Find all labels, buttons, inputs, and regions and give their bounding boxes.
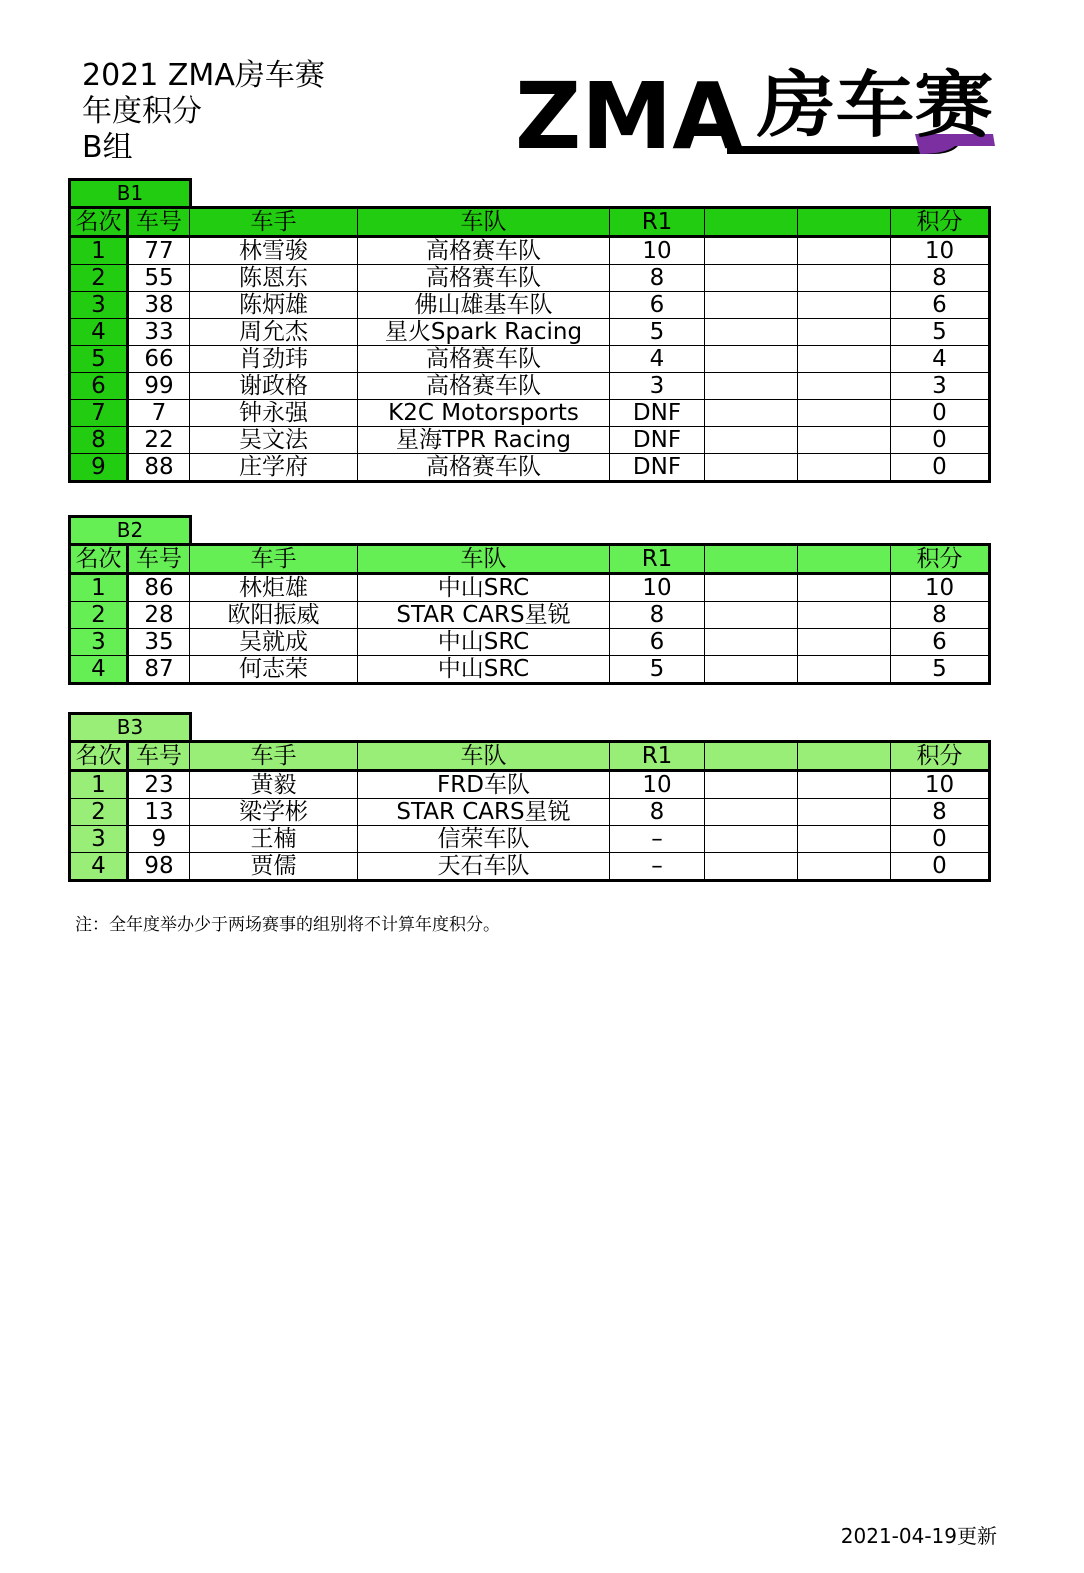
cell-car-number: 98 (128, 853, 190, 881)
cell-team: 高格赛车队 (358, 454, 610, 482)
cell-team: 高格赛车队 (358, 373, 610, 400)
logo-latin: ZMA (515, 63, 743, 160)
title-line-1: 2021 ZMA房车赛 (82, 58, 325, 93)
cell-blank (705, 771, 798, 799)
col-car-number: 车号 (128, 545, 190, 574)
cell-car-number: 33 (128, 319, 190, 346)
col-car-number: 车号 (128, 208, 190, 237)
cell-team: 高格赛车队 (358, 346, 610, 373)
table-row (70, 574, 990, 602)
footnote: 注：全年度举办少于两场赛事的组别将不计算年度积分。 (75, 915, 500, 935)
cell-car-number: 99 (128, 373, 190, 400)
col-rank: 名次 (70, 742, 128, 771)
cell-points: 5 (891, 319, 990, 346)
col-team: 车队 (358, 208, 610, 237)
cell-car-number: 23 (128, 771, 190, 799)
cell-blank (705, 826, 798, 853)
standings-table-b2 (68, 543, 991, 685)
cell-driver: 吴文法 (190, 427, 358, 454)
cell-blank (798, 319, 891, 346)
cell-driver: 林炬雄 (190, 574, 358, 602)
table-row (70, 853, 990, 881)
cell-car-number: 7 (128, 400, 190, 427)
cell-driver: 庄学府 (190, 454, 358, 482)
cell-r1: – (610, 826, 705, 853)
cell-rank: 8 (70, 427, 128, 454)
col-rank: 名次 (70, 545, 128, 574)
cell-blank (798, 574, 891, 602)
table-row (70, 265, 990, 292)
cell-driver: 周允杰 (190, 319, 358, 346)
cell-rank: 6 (70, 373, 128, 400)
table-row (70, 292, 990, 319)
cell-team: 高格赛车队 (358, 265, 610, 292)
col-car-number: 车号 (128, 742, 190, 771)
cell-blank (705, 373, 798, 400)
cell-points: 10 (891, 771, 990, 799)
cell-rank: 4 (70, 853, 128, 881)
cell-r1: 10 (610, 574, 705, 602)
cell-car-number: 22 (128, 427, 190, 454)
col-blank-2 (798, 545, 891, 574)
cell-team: FRD车队 (358, 771, 610, 799)
cell-r1: 3 (610, 373, 705, 400)
cell-driver: 王楠 (190, 826, 358, 853)
table-row (70, 427, 990, 454)
zma-logo-graphic (515, 62, 1000, 160)
cell-team: 天石车队 (358, 853, 610, 881)
col-blank-2 (798, 208, 891, 237)
cell-points: 10 (891, 574, 990, 602)
cell-car-number: 38 (128, 292, 190, 319)
cell-blank (705, 629, 798, 656)
cell-blank (705, 853, 798, 881)
cell-blank (705, 427, 798, 454)
cell-blank (798, 237, 891, 265)
cell-rank: 2 (70, 265, 128, 292)
col-r1: R1 (610, 545, 705, 574)
cell-points: 0 (891, 427, 990, 454)
cell-car-number: 88 (128, 454, 190, 482)
cell-rank: 1 (70, 237, 128, 265)
cell-blank (798, 602, 891, 629)
cell-blank (705, 454, 798, 482)
cell-car-number: 77 (128, 237, 190, 265)
cell-blank (705, 602, 798, 629)
cell-points: 8 (891, 265, 990, 292)
table-row (70, 656, 990, 684)
cell-team: 星火Spark Racing (358, 319, 610, 346)
cell-driver: 林雪骏 (190, 237, 358, 265)
cell-blank (798, 771, 891, 799)
cell-blank (798, 400, 891, 427)
col-driver: 车手 (190, 742, 358, 771)
cell-team: K2C Motorsports (358, 400, 610, 427)
cell-driver: 贾儒 (190, 853, 358, 881)
col-blank-1 (705, 545, 798, 574)
cell-blank (798, 656, 891, 684)
cell-car-number: 13 (128, 799, 190, 826)
table-row (70, 602, 990, 629)
table-header-row (70, 545, 990, 574)
cell-blank (798, 346, 891, 373)
cell-points: 0 (891, 853, 990, 881)
table-row (70, 346, 990, 373)
cell-blank (705, 574, 798, 602)
cell-car-number: 66 (128, 346, 190, 373)
cell-rank: 4 (70, 656, 128, 684)
cell-blank (798, 853, 891, 881)
cell-blank (798, 799, 891, 826)
cell-r1: DNF (610, 400, 705, 427)
col-rank: 名次 (70, 208, 128, 237)
cell-team: 星海TPR Racing (358, 427, 610, 454)
group-tab-b3: B3 (68, 712, 192, 740)
cell-car-number: 86 (128, 574, 190, 602)
cell-points: 6 (891, 629, 990, 656)
cell-blank (705, 346, 798, 373)
col-points: 积分 (891, 545, 990, 574)
cell-r1: 10 (610, 771, 705, 799)
cell-driver: 钟永强 (190, 400, 358, 427)
cell-blank (798, 265, 891, 292)
cell-points: 6 (891, 292, 990, 319)
cell-rank: 4 (70, 319, 128, 346)
cell-r1: 4 (610, 346, 705, 373)
cell-blank (705, 799, 798, 826)
cell-rank: 1 (70, 771, 128, 799)
cell-blank (798, 427, 891, 454)
cell-driver: 陈恩东 (190, 265, 358, 292)
cell-rank: 2 (70, 602, 128, 629)
cell-rank: 9 (70, 454, 128, 482)
cell-rank: 2 (70, 799, 128, 826)
cell-points: 0 (891, 454, 990, 482)
cell-rank: 3 (70, 292, 128, 319)
cell-r1: 6 (610, 292, 705, 319)
cell-driver: 梁学彬 (190, 799, 358, 826)
cell-rank: 3 (70, 629, 128, 656)
cell-driver: 肖劲玮 (190, 346, 358, 373)
cell-r1: – (610, 853, 705, 881)
zma-logo (515, 62, 1000, 160)
cell-driver: 何志荣 (190, 656, 358, 684)
cell-r1: 8 (610, 799, 705, 826)
cell-r1: 8 (610, 265, 705, 292)
cell-points: 3 (891, 373, 990, 400)
cell-blank (798, 454, 891, 482)
cell-blank (798, 373, 891, 400)
cell-team: 中山SRC (358, 574, 610, 602)
cell-rank: 3 (70, 826, 128, 853)
cell-driver: 欧阳振威 (190, 602, 358, 629)
table-row (70, 454, 990, 482)
updated-date: 2021-04-19更新 (840, 1524, 997, 1548)
cell-blank (705, 400, 798, 427)
group-b1 (68, 178, 988, 483)
col-points: 积分 (891, 208, 990, 237)
cell-blank (798, 629, 891, 656)
col-r1: R1 (610, 208, 705, 237)
cell-car-number: 35 (128, 629, 190, 656)
cell-blank (705, 292, 798, 319)
cell-car-number: 28 (128, 602, 190, 629)
cell-driver: 陈炳雄 (190, 292, 358, 319)
cell-driver: 谢政格 (190, 373, 358, 400)
cell-blank (798, 826, 891, 853)
cell-team: STAR CARS星锐 (358, 799, 610, 826)
standings-table-b3 (68, 740, 991, 882)
table-row (70, 629, 990, 656)
cell-r1: DNF (610, 454, 705, 482)
title-line-3: B组 (82, 130, 133, 165)
cell-points: 4 (891, 346, 990, 373)
cell-car-number: 55 (128, 265, 190, 292)
table-row (70, 400, 990, 427)
cell-blank (705, 237, 798, 265)
col-r1: R1 (610, 742, 705, 771)
cell-rank: 1 (70, 574, 128, 602)
table-row (70, 373, 990, 400)
cell-r1: 5 (610, 319, 705, 346)
page-title (82, 58, 325, 166)
col-points: 积分 (891, 742, 990, 771)
logo-cjk: 房车赛 (755, 63, 993, 147)
cell-team: 中山SRC (358, 629, 610, 656)
cell-points: 10 (891, 237, 990, 265)
cell-team: 信荣车队 (358, 826, 610, 853)
cell-team: 佛山雄基车队 (358, 292, 610, 319)
cell-blank (705, 656, 798, 684)
cell-car-number: 87 (128, 656, 190, 684)
cell-r1: 8 (610, 602, 705, 629)
cell-team: 中山SRC (358, 656, 610, 684)
table-header-row (70, 208, 990, 237)
cell-r1: 6 (610, 629, 705, 656)
col-team: 车队 (358, 545, 610, 574)
group-tab-b1: B1 (68, 178, 192, 206)
cell-points: 0 (891, 400, 990, 427)
group-tab-b2: B2 (68, 515, 192, 543)
cell-r1: DNF (610, 427, 705, 454)
col-blank-2 (798, 742, 891, 771)
cell-r1: 5 (610, 656, 705, 684)
standings-table-b1 (68, 206, 991, 483)
col-blank-1 (705, 742, 798, 771)
cell-blank (705, 265, 798, 292)
cell-driver: 吴就成 (190, 629, 358, 656)
cell-blank (705, 319, 798, 346)
col-driver: 车手 (190, 545, 358, 574)
table-header-row (70, 742, 990, 771)
group-b3 (68, 712, 988, 882)
cell-points: 5 (891, 656, 990, 684)
cell-team: STAR CARS星锐 (358, 602, 610, 629)
table-row (70, 826, 990, 853)
group-b2 (68, 515, 988, 685)
cell-car-number: 9 (128, 826, 190, 853)
cell-points: 0 (891, 826, 990, 853)
cell-points: 8 (891, 602, 990, 629)
table-row (70, 237, 990, 265)
col-blank-1 (705, 208, 798, 237)
cell-driver: 黄毅 (190, 771, 358, 799)
cell-rank: 5 (70, 346, 128, 373)
cell-r1: 10 (610, 237, 705, 265)
cell-points: 8 (891, 799, 990, 826)
table-row (70, 799, 990, 826)
cell-team: 高格赛车队 (358, 237, 610, 265)
table-row (70, 319, 990, 346)
title-line-2: 年度积分 (82, 94, 202, 129)
cell-rank: 7 (70, 400, 128, 427)
col-driver: 车手 (190, 208, 358, 237)
table-row (70, 771, 990, 799)
cell-blank (798, 292, 891, 319)
col-team: 车队 (358, 742, 610, 771)
